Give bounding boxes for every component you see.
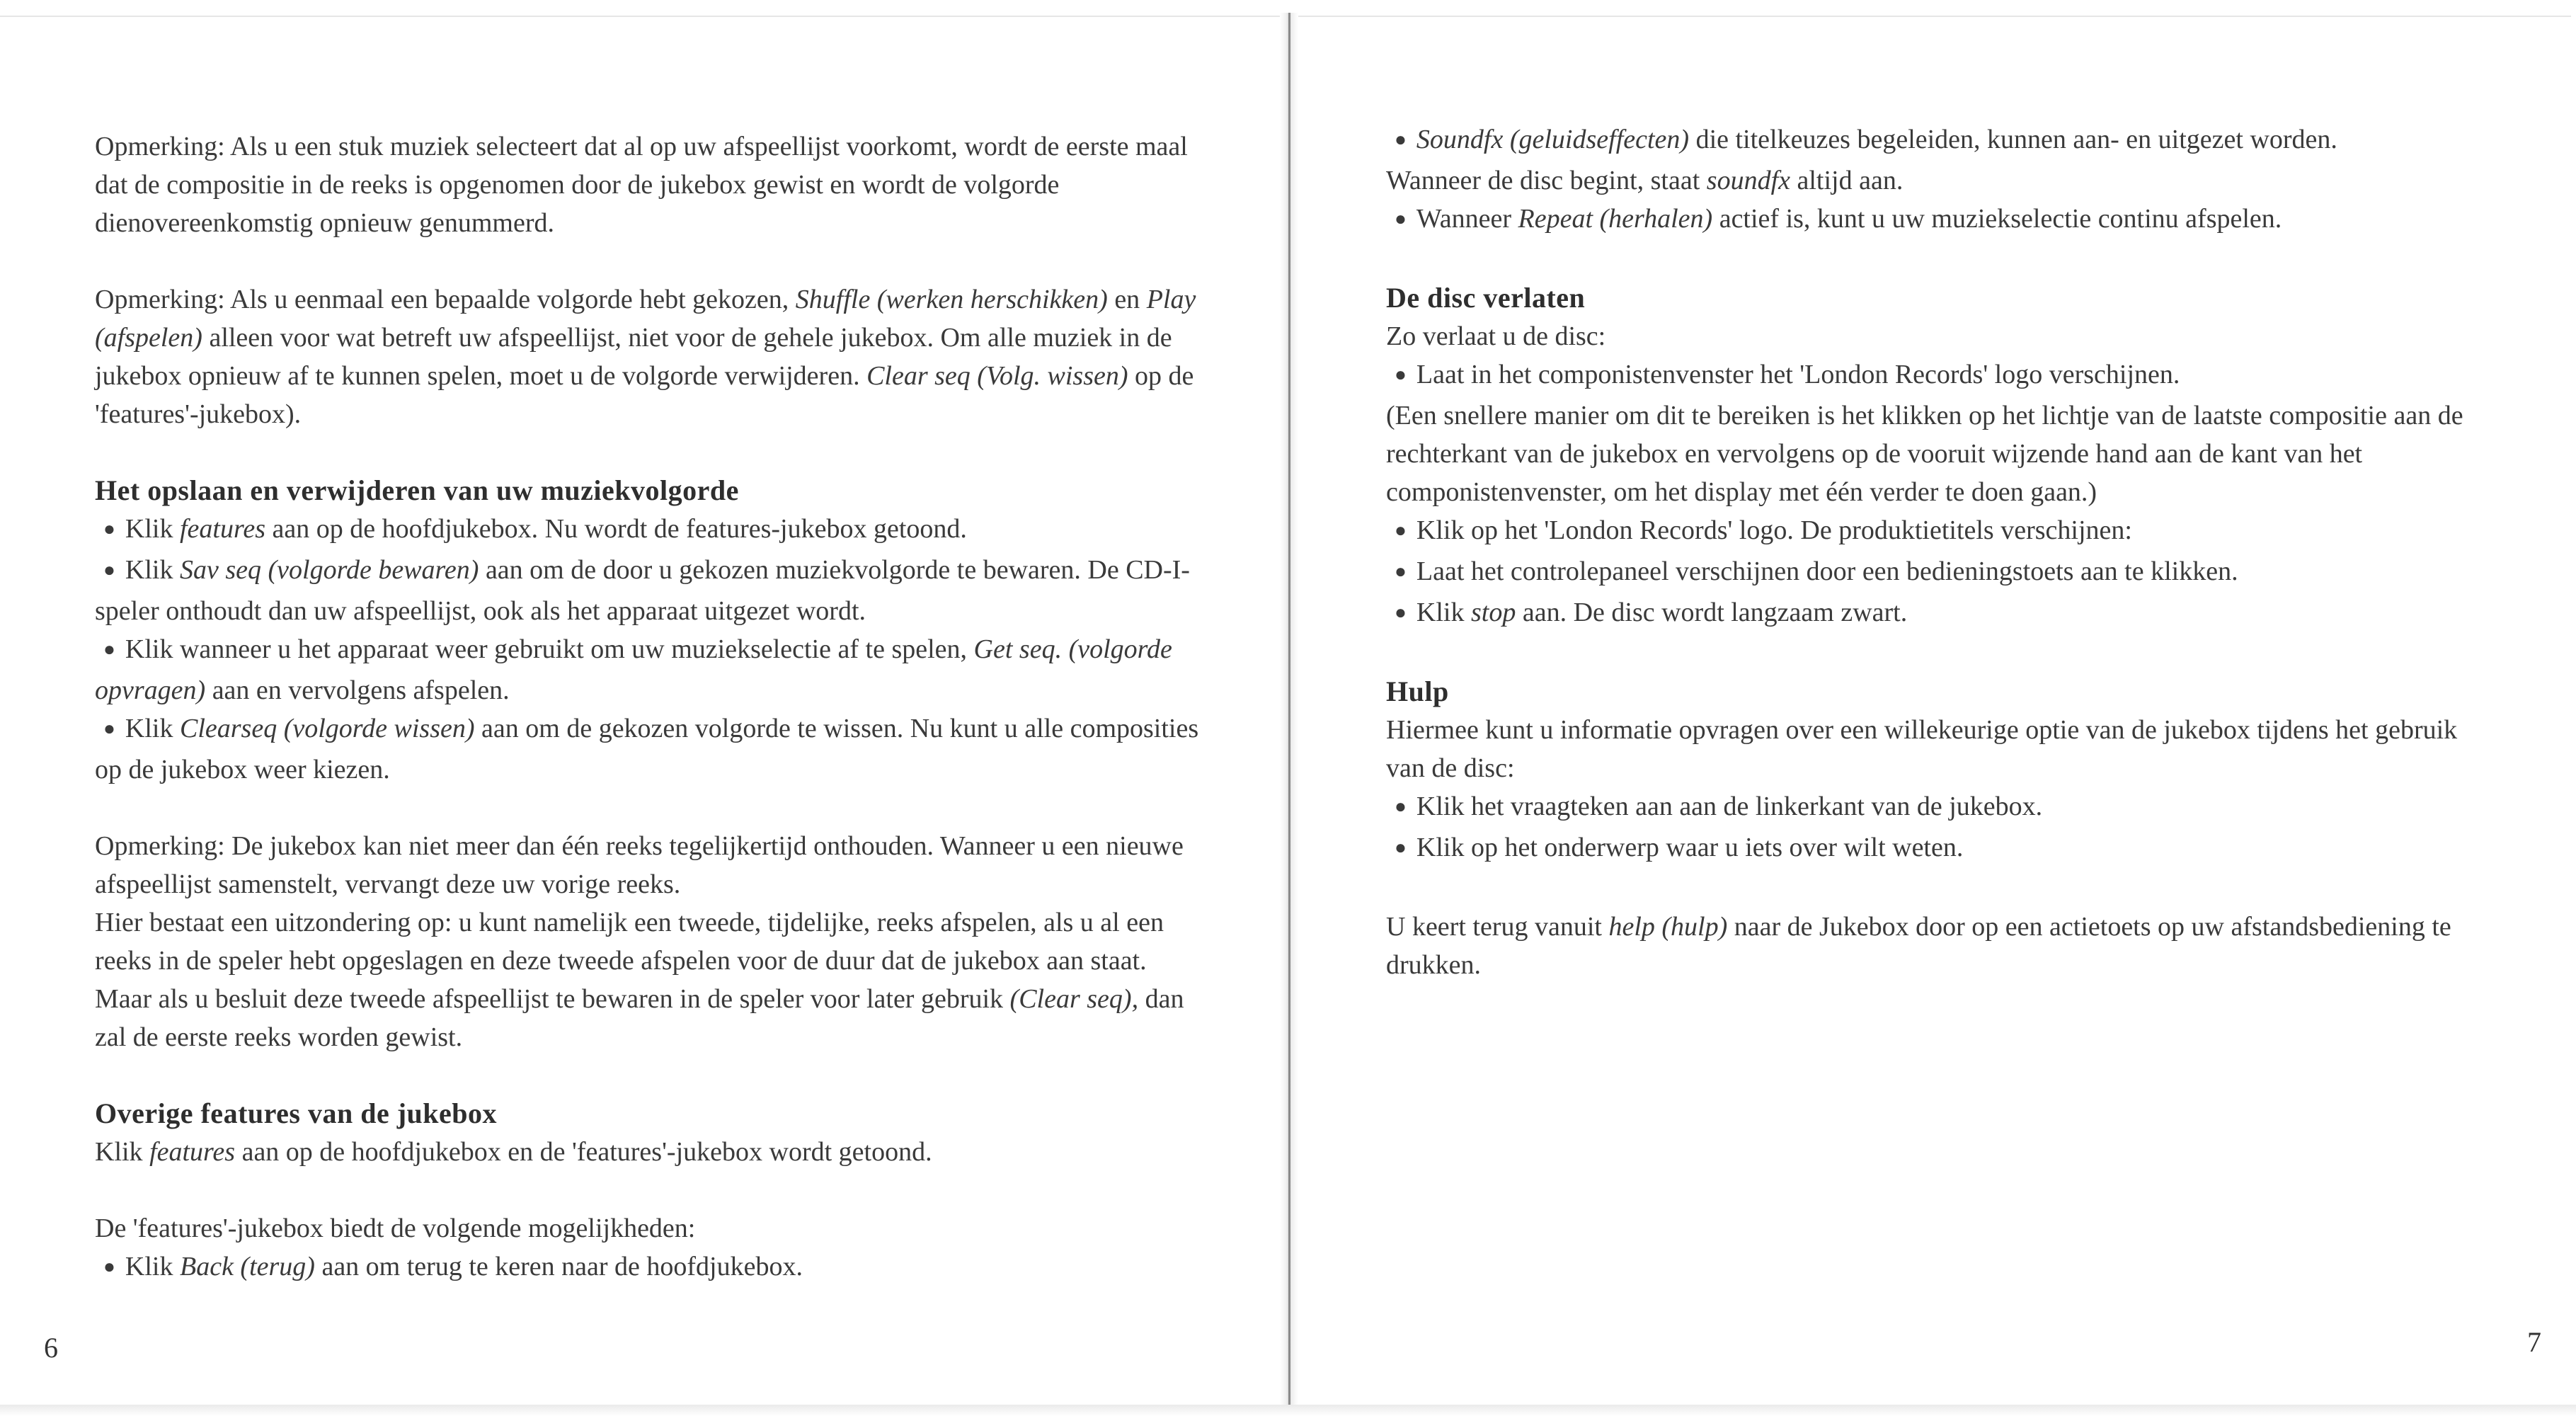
text-run: Opmerking: Als u eenmaal een bepaalde volgorde hebt gekozen, (95, 285, 796, 314)
term-help: help (hulp) (1608, 912, 1728, 942)
note-paragraph (95, 280, 1206, 433)
paragraph: Hiermee kunt u informatie opvragen over een willekeurige optie van de jukebox tijdens het gebruik van de disc: (1386, 715, 2458, 783)
term-clear-seq: Clear seq (Volg. wissen) (866, 361, 1128, 391)
term-sav-seq: Sav seq (volgorde bewaren) (179, 555, 479, 585)
bullet-item: ● Klik op het onderwerp waar u iets over wilt weten. (1386, 828, 2490, 869)
text-run: Klik wanneer u het apparaat weer gebruikt om uw muziekselectie af te spelen, (125, 634, 974, 664)
text-run: aan om de gekozen volgorde te wissen. Nu kunt u alle composities op de jukebox weer kiezen. (95, 714, 1199, 784)
section-other-features (95, 1095, 1206, 1171)
term-clearseq: Clearseq (volgorde wissen) (179, 714, 475, 743)
section-exit-disc (1386, 279, 2490, 634)
section-heading: De disc verlaten (1386, 282, 1586, 314)
text-run: dan zal de eerste reeks worden gewist. (95, 984, 1184, 1052)
text-run: naar de Jukebox door op een actietoets op uw afstandsbediening te drukken. (1386, 912, 2451, 980)
term-get-seq: Get seq. (volgorde opvragen) (95, 634, 1172, 705)
term-back: Back (terug) (179, 1252, 315, 1281)
term-shuffle: Shuffle (werken herschikken) (795, 285, 1108, 314)
section-heading: Hulp (1386, 675, 1449, 707)
text-run: alleen voor wat betreft uw afspeellijst, niet voor de gehele jukebox. Om alle muziek in de jukebox opnieuw af te kunnen spelen, moet u de volgorde verwijderen. (95, 323, 1172, 391)
paragraph: Zo verlaat u de disc: (1386, 321, 1606, 351)
text-run: actief is, kunt u uw muziekselectie continu afspelen. (1712, 204, 2282, 234)
bullet-item (1386, 593, 2490, 634)
section-feature-options (95, 1209, 1206, 1289)
right-page-content (1386, 120, 2490, 1022)
text-run: die titelkeuzes begeleiden, kunnen aan- en uitgezet worden. (1689, 125, 2337, 154)
section-heading: Overige features van de jukebox (95, 1097, 498, 1129)
note-paragraph: Opmerking: Als u een stuk muziek selecteert dat al op uw afspeellijst voorkomt, wordt de eerste maal dat de compositie in de reeks is opgenomen door de jukebox gewist en wordt de volgorde dienovereenkomstig opnieuw genummerd. (95, 132, 1188, 238)
bullet-item (95, 510, 1206, 551)
text-run: aan op de hoofdjukebox en de 'features'-jukebox wordt getoond. (235, 1137, 932, 1167)
term-play: Play (afspelen) (95, 285, 1196, 353)
page-number: 6 (44, 1332, 58, 1364)
text-run: altijd aan. (1790, 166, 1904, 195)
paragraph: De 'features'-jukebox biedt de volgende mogelijkheden: (95, 1214, 696, 1243)
text-run: aan en vervolgens afspelen. (205, 675, 510, 705)
note-paragraph: Opmerking: De jukebox kan niet meer dan één reeks tegelijkertijd onthouden. Wanneer u een nieuwe afspeellijst samenstelt, vervangt deze uw vorige reeks. (95, 831, 1184, 899)
bullet-item: ● Klik op het 'London Records' logo. De produktietitels verschijnen: (1386, 511, 2490, 552)
text-run: Hier bestaat een uitzondering op: u kunt namelijk een tweede, tijdelijke, reeks afspelen, als u al een reeks in de speler hebt opgeslagen en deze tweede afspelen voor de duur dat de jukebox aan staat. Maar als u besluit deze tweede afspeellijst te bewaren in de speler voor later gebruik (95, 908, 1164, 1014)
closing-paragraph (1386, 908, 2490, 984)
page-bottom-edge (0, 1405, 2576, 1416)
bullet-item (95, 551, 1206, 630)
note-paragraph (95, 903, 1206, 1056)
note-fixed-order (95, 280, 1206, 433)
term-soundfx: Soundfx (geluidseffecten) (1416, 125, 1690, 154)
text-run: aan. De disc wordt langzaam zwart. (1516, 598, 1908, 627)
text-run: Klik (125, 714, 180, 743)
paragraph: (Een snellere manier om dit te bereiken is het klikken op het lichtje van de laatste compositie aan de rechterkant van de jukebox en vervolgens op de vooruit wijzende hand aan de kant van het componistenvenster, om het display met één verder te doen gaan.) (1386, 401, 2463, 507)
paragraph (1386, 161, 2490, 200)
paragraph (1386, 908, 2490, 984)
term-repeat: Repeat (herhalen) (1518, 204, 1713, 234)
bullet-item (1386, 120, 2490, 161)
left-page-content (95, 127, 1206, 1327)
text-run: Klik (125, 555, 180, 585)
text-run: en (1107, 285, 1147, 314)
term-features: features (179, 514, 265, 544)
term-features: features (149, 1137, 236, 1167)
feature-options-continued (1386, 120, 2490, 241)
section-save-delete-order (95, 472, 1206, 789)
text-run: Klik (125, 1252, 180, 1281)
bullet-item: ● Laat in het componistenvenster het 'London Records' logo verschijnen. (1386, 355, 2490, 396)
term-soundfx: soundfx (1706, 166, 1790, 195)
text-run: Wanneer (1416, 204, 1518, 234)
text-run: aan op de hoofdjukebox. Nu wordt de features-jukebox getoond. (265, 514, 967, 544)
section-help (1386, 673, 2490, 869)
text-run: aan om de door u gekozen muziekvolgorde te bewaren. De CD-I-speler onthoudt dan uw afspeellijst, ook als het apparaat uitgezet wordt. (95, 555, 1190, 626)
note-single-sequence (95, 827, 1206, 1056)
page-number: 7 (2527, 1326, 2541, 1358)
note-duplicate-selection (95, 127, 1206, 242)
bullet-item (1386, 200, 2490, 241)
text-run: U keert terug vanuit (1386, 912, 1609, 942)
term-clear-seq: (Clear seq), (1009, 984, 1139, 1014)
bullet-item (95, 1247, 1206, 1289)
term-stop: stop (1470, 598, 1516, 627)
paragraph (95, 1133, 1206, 1171)
bullet-item: ● Laat het controlepaneel verschijnen door een bedieningstoets aan te klikken. (1386, 552, 2490, 593)
text-run: Klik (1416, 598, 1471, 627)
section-heading: Het opslaan en verwijderen van uw muziekvolgorde (95, 474, 739, 506)
text-run: Klik (125, 514, 180, 544)
text-run: op de 'features'-jukebox). (95, 361, 1194, 429)
text-run: Wanneer de disc begint, staat (1386, 166, 1707, 195)
bullet-item (95, 630, 1206, 709)
bullet-item: ● Klik het vraagteken aan aan de linkerkant van de jukebox. (1386, 787, 2490, 828)
text-run: Klik (95, 1137, 150, 1167)
text-run: aan om terug te keren naar de hoofdjukebox. (314, 1252, 803, 1281)
gutter-fold-line (1288, 13, 1290, 1408)
bullet-item (95, 709, 1206, 789)
